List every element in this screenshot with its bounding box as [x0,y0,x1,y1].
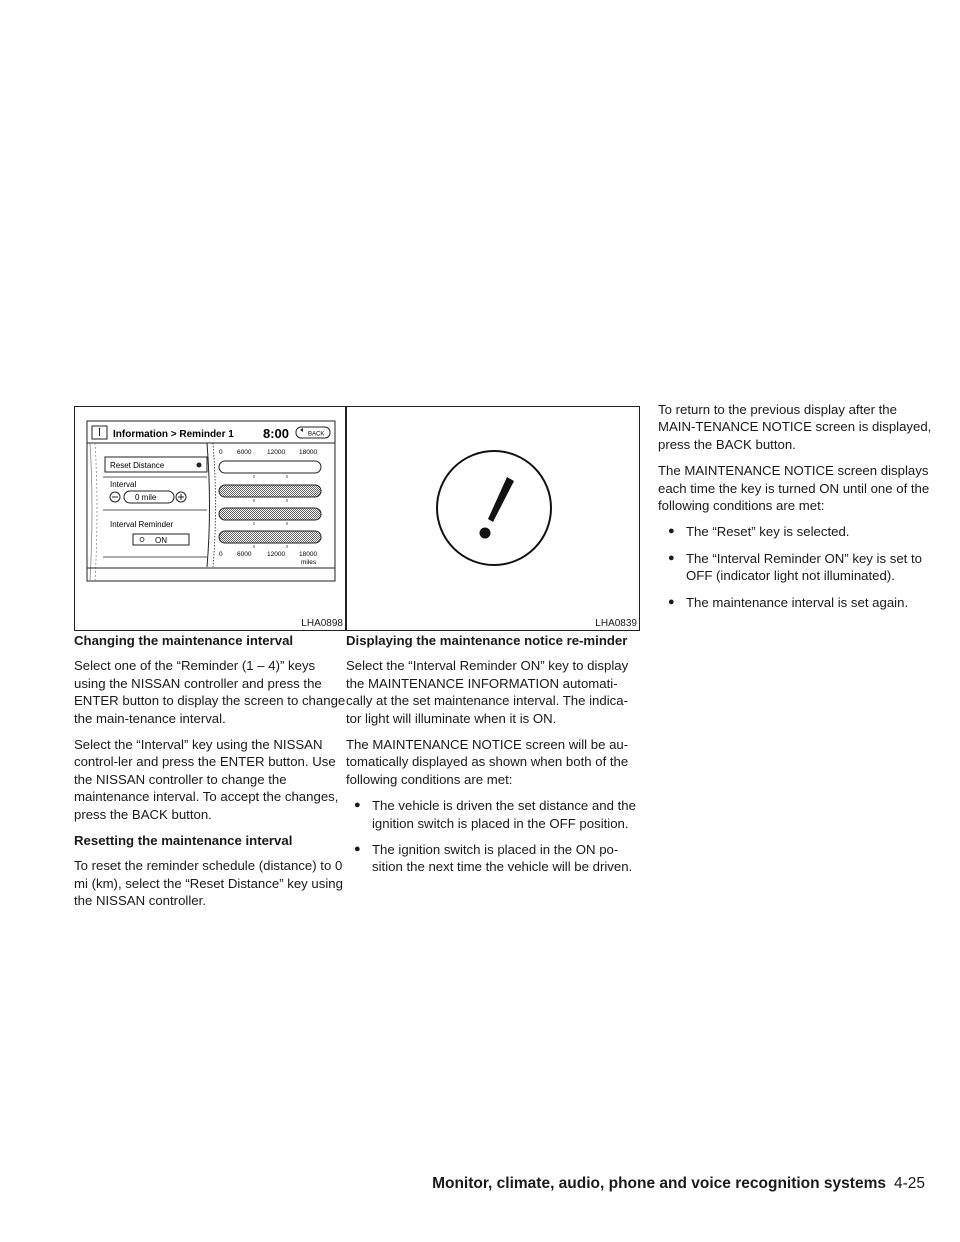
item-interval-reminder: Interval Reminder [110,520,174,529]
list-item: ● The maintenance interval is set again. [668,594,909,610]
list-item: ● The vehicle is driven the set distance and the ignition switch is placed in the OFF position. [354,798,636,831]
exclamation-icon [347,407,639,630]
figure-notice-icon [346,406,640,631]
page-footer [432,1175,925,1193]
paragraph: To reset the reminder schedule (distance) to 0 mi (km), select the “Reset Distance” key using the NISSAN controller. [74,858,343,909]
figure-reminder-screen [74,406,346,631]
svg-text:0: 0 [219,551,223,558]
back-label: BACK [308,431,325,438]
paragraph: The MAINTENANCE NOTICE screen will be au-tomatically displayed as shown when both of the following conditions are met: [346,737,629,787]
item-interval: Interval [110,480,137,489]
svg-text:12000: 12000 [267,551,286,558]
svg-text:6000: 6000 [237,551,252,558]
reminder-bar-3 [219,508,321,520]
figure-code: LHA0839 [595,618,637,629]
scale-unit: miles [301,559,317,566]
reminder-screen-illustration [75,407,345,630]
svg-text:18000: 18000 [299,551,318,558]
reminder-bar-2 [219,485,321,497]
bullet-icon: ● [668,525,675,538]
clock: 8:00 [263,426,290,441]
indicator-icon [140,538,144,542]
bullet-icon: ● [668,595,675,608]
svg-text:18000: 18000 [299,449,318,456]
bullet-icon: ● [354,799,361,812]
paragraph: Select one of the “Reminder (1 – 4)” keys using the NISSAN controller and press the ENTER button to display the screen to change the main-tenance interval. [74,658,346,726]
svg-text:0: 0 [219,449,223,456]
heading-changing-interval: Changing the maintenance interval [74,633,294,648]
breadcrumb: Information > Reminder 1 [113,429,234,440]
paragraph: To return to the previous display after the MAIN-TENANCE NOTICE screen is displayed, press the BACK button. [658,402,932,452]
heading-resetting-interval: Resetting the maintenance interval [74,833,293,849]
reminder-state: ON [155,536,167,545]
paragraph: Select the “Interval” key using the NISSAN control-ler and press the ENTER button. Use the NISSAN controller to change the maintenance interval. To accept the changes, press the BACK button. [74,737,339,822]
bullet-icon: ● [354,843,361,856]
interval-value: 0 mile [135,493,157,502]
heading-displaying-notice: Displaying the maintenance notice re-minder [346,633,628,648]
back-arrow-icon [300,428,303,432]
section-title: Monitor, climate, audio, phone and voice recognition systems [432,1175,886,1192]
bullet-icon: ● [668,551,675,564]
column-1 [74,632,346,919]
list-item: ● The ignition switch is placed in the ON po-sition the next time the vehicle will be driven. [354,842,633,875]
column-3 [658,401,934,620]
paragraph: Select the “Interval Reminder ON” key to display the MAINTENANCE INFORMATION automati-cally at the set maintenance interval. The indica-tor light will illuminate when it is ON. [346,658,629,726]
reminder-bar-1 [219,461,321,473]
column-2 [346,632,640,885]
paragraph: The MAINTENANCE NOTICE screen displays each time the key is turned ON until one of the following conditions are met: [658,463,930,514]
list-item: ● The “Reset” key is selected. [668,524,850,540]
svg-text:6000: 6000 [237,449,252,456]
reminder-bar-4 [219,531,321,543]
figure-code: LHA0898 [301,618,343,629]
svg-text:12000: 12000 [267,449,286,456]
page-number: 4-25 [893,1175,925,1192]
item-reset-distance: Reset Distance [110,461,165,470]
list-item: ● The “Interval Reminder ON” key is set to OFF (indicator light not illuminated). [668,550,922,584]
